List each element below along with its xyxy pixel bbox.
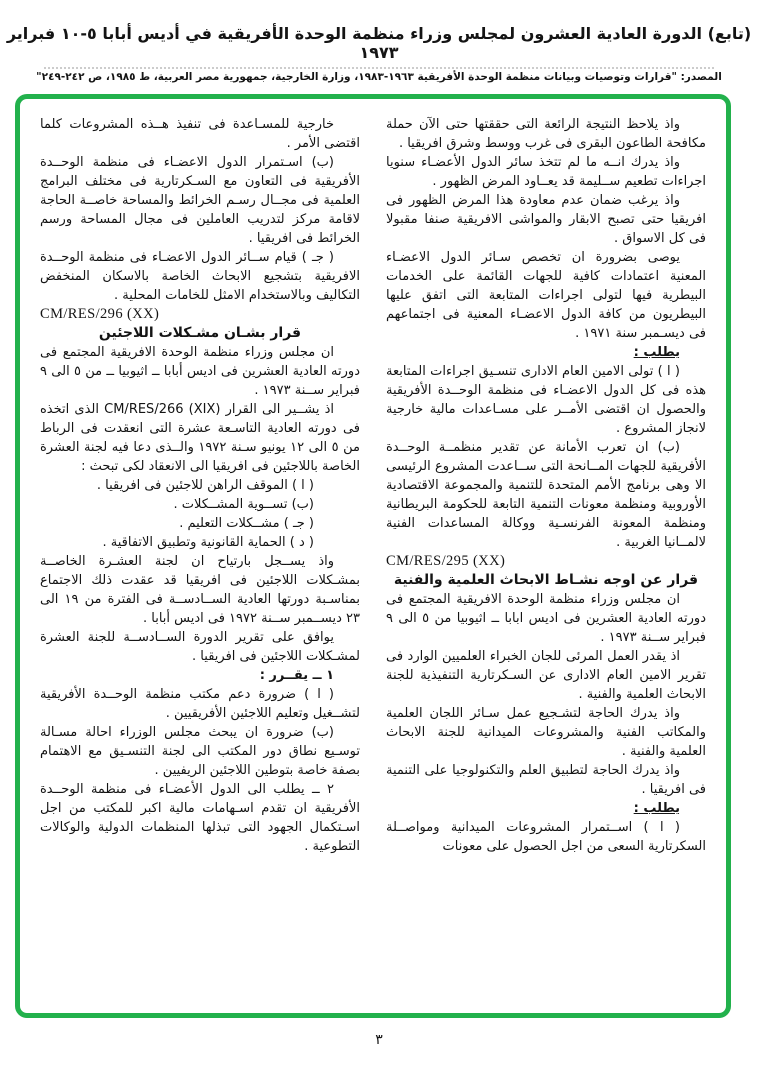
left-column-code-3: CM/RES/296 (XX) <box>40 306 160 322</box>
left-column-heading-4: قرار بشـان مشـكلات اللاجئين <box>98 325 302 341</box>
right-column-p-11: واذ يدرك الحاجة لتشـجيع عمل سـائر اللجان العلمية والمكاتب الفنية والمشروعات الميدانية للجنة الابحاث العلمية والفنية . <box>386 706 706 759</box>
left-column-item-7: ( ا ) الموقف الراهن للاجئين فى افريقيا . <box>96 478 314 493</box>
right-column-label-13: يطلب : <box>633 801 680 816</box>
right-column-p-10: اذ يقدر العمل المرئى للجان الخبراء العلميين الوارد فى تقرير الامين العام الادارى عن السـكرتارية التنفيذية للجنة الابحاث العلمية والفنية . <box>386 649 706 702</box>
left-column-bold-13: ١ ــ يقــرر : <box>259 668 334 683</box>
right-column-heading-8: قرار عن اوجه نشـاط الابحاث العلمية والفنية <box>393 572 699 588</box>
right-column-p-1: واذ يدرك انــه ما لم تتخذ سائر الدول الأعضـاء سنويا اجراءات تطعيم ســليمة قد يعــاود المرض الظهور . <box>386 155 706 189</box>
page-title: (تابع) الدورة العادية العشرون لمجلس وزراء منظمة الوحدة الأفريقية في أديس أبابا ٥-١٠ فبراير ١٩٧٣ <box>6 24 752 62</box>
right-column-label-4: يطلب : <box>633 345 680 360</box>
left-column-p-0: خارجية للمسـاعدة فى تنفيذ هــذه المشروعات كلما اقتضى الأمر . <box>40 117 360 151</box>
right-column-code-7: CM/RES/295 (XX) <box>386 553 506 569</box>
title-divider <box>44 66 714 69</box>
right-column-p-6: (ب) ان تعرب الأمانة عن تقدير منظمــة الوحــدة الأفريقية للجهات المــانحة التى ســاعدت المشروع الرئيسى الا وهى برنامج الأمم المتحدة للتنمية والمجموعة الاقتصادية الأوروبية ومنظمة معونات التنمية التابعة للحكومة البريطانية ومنظمة المعونة الفرنسـية ووكالة المساعدات الفنية لالمــانيا الغربية . <box>386 440 706 550</box>
left-column-p-15: (ب) ضرورة ان يبحث مجلس الوزراء احالة مسـالة توسـيع نطاق دور المكتب الى لجنة التنسـيق مع الاهتمام بصفة خاصة بتوطين اللاجئين الريفيين . <box>40 725 360 778</box>
two-column-layout <box>40 115 706 856</box>
left-column-p-16: ٢ ــ يطلب الى الدول الأعضـاء فى منظمة الوحــدة الأفريقية ان تقدم اسـهامات مالية اكبر للمكتب من اجل اسـتكمال الجهود التى تبذلها المنظمات الدولية والوكالات التطوعية . <box>40 782 360 854</box>
left-column-p-11: واذ يســجل بارتياح ان لجنة العشـرة الخاصــة بمشـكلات اللاجئين فى افريقيا قد عقدت ذلك الاجتماع بمناسـبة دورتها العادية الســادســة فى الفترة من ١٩ الى ٢٣ ديســمبر ســنة ١٩٧٢ فى اديس أبابا . <box>40 554 360 626</box>
right-column-p-3: يوصى بضرورة ان تخصص سـائر الدول الاعضـاء المعنية اعتمادات كافية للجهات القائمة على الخدمات البيطرية فيها لتولى اجراءات المتابعة التى اتفق عليها البيطريون من كافة الدول الاعضـاء المعنية فى اجتماعهم فى ديسـمبر سنة ١٩٧١ . <box>386 250 706 341</box>
left-column-p-14: ( ا ) ضرورة دعم مكتب منظمة الوحــدة الأفريقية لتشــغيل وتعليم اللاجئين الأفريقيين . <box>40 687 360 721</box>
right-column-p-9: ان مجلس وزراء منظمة الوحدة الافريقية المجتمع فى دورته العادية العشرين فى اديس ابابا ــ اثيوبيا من ٥ الى ٩ فبراير ســنة ١٩٧٣ . <box>386 592 706 645</box>
left-column-p-12: يوافق على تقرير الدورة الســادســة للجنة العشرة لمشـكلات اللاجئين فى افريقيا . <box>40 630 360 664</box>
left-column-item-9: ( جـ ) مشــكلات التعليم . <box>179 516 314 531</box>
left-column-item-8: (ب) تســوية المشــكلات . <box>173 497 314 512</box>
right-column-p-0: واذ يلاحظ النتيجة الرائعة التى حققتها حتى الآن حملة مكافحة الطاعون البقرى فى غرب ووسط وشرق افريقيا . <box>386 117 706 151</box>
left-column-p-1: (ب) اسـتمرار الدول الاعضـاء فى منظمة الوحــدة الأفريقية فى التعاون مع السـكرتارية فى مختلف البرامج العلمية فى مجــال رسـم الخرائط والمساحة خاصــة الحاجة لاقامة مركز لتدريب العاملين فى مجال المساحة ورسم الخرائط فى افريقيا . <box>40 155 360 246</box>
green-border-frame <box>15 94 731 1018</box>
right-column-p-12: واذ يدرك الحاجة لتطبيق العلم والتكنولوجيا على التنمية فى افريقيا . <box>386 763 706 797</box>
left-column-p-6: اذ يشــير الى القرار ‎CM/RES/266 (XIX)‎ الذى اتخذه فى دورته العادية التاسـعة عشرة التى انعقدت فى الرباط من ٥ الى ١٢ يونيو سـنة ١٩٧٢ والــذى دعا فيه لجنة العشرة الخاصة باللاجئين فى افريقيا الى الانعقاد لكى تبحث : <box>40 402 360 474</box>
right-column-p-14: ( ا ) اســتمرار المشروعات الميدانية ومواصــلة السكرتارية السعى من اجل الحصول على معونات <box>386 820 706 854</box>
right-column-p-5: ( ا ) تولى الامين العام الادارى تنسـيق اجراءات المتابعة هذه فى كل الدول الاعضـاء فى منظمة الوحــدة الأفريقية والحصول ان اقتضى الأمــر على مسـاعدات مالية خارجية لانجاز المشروع . <box>386 364 706 436</box>
left-column-p-5: ان مجلس وزراء منظمة الوحدة الافريقية المجتمع فى دورته العادية العشرين فى اديس أبابا ــ اثيوبيا ــ من ٥ الى ٩ فبراير ســنة ١٩٧٣ . <box>40 345 360 398</box>
left-column-item-10: ( د ) الحماية القانونية وتطبيق الاتفاقية . <box>102 535 314 550</box>
left-column-p-2: ( جـ ) قيام ســائر الدول الاعضـاء فى منظمة الوحــدة الافريقية بتشجيع الابحاث الخاصة بالاسكان المنخفض التكاليف وبالاستخدام الامثل للخامات المحلية . <box>40 250 360 303</box>
column-left <box>40 115 360 856</box>
column-right <box>386 115 706 856</box>
source-line: المصدر: "قرارات وتوصيات وبيانات منظمة الوحدة الأفريقية ١٩٦٣-١٩٨٣، وزارة الخارجية، جمهورية مصر العربية، ط ١٩٨٥، ص ٢٤٢-٢٤٩" <box>36 71 722 83</box>
page-number: ٣ <box>375 1032 383 1048</box>
right-column-p-2: واذ يرغب ضمان عدم معاودة هذا المرض الظهور فى افريقيا حتى تصبح الابقار والمواشى الافريقية صنفا مقبولا فى كل الاسواق . <box>386 193 706 246</box>
